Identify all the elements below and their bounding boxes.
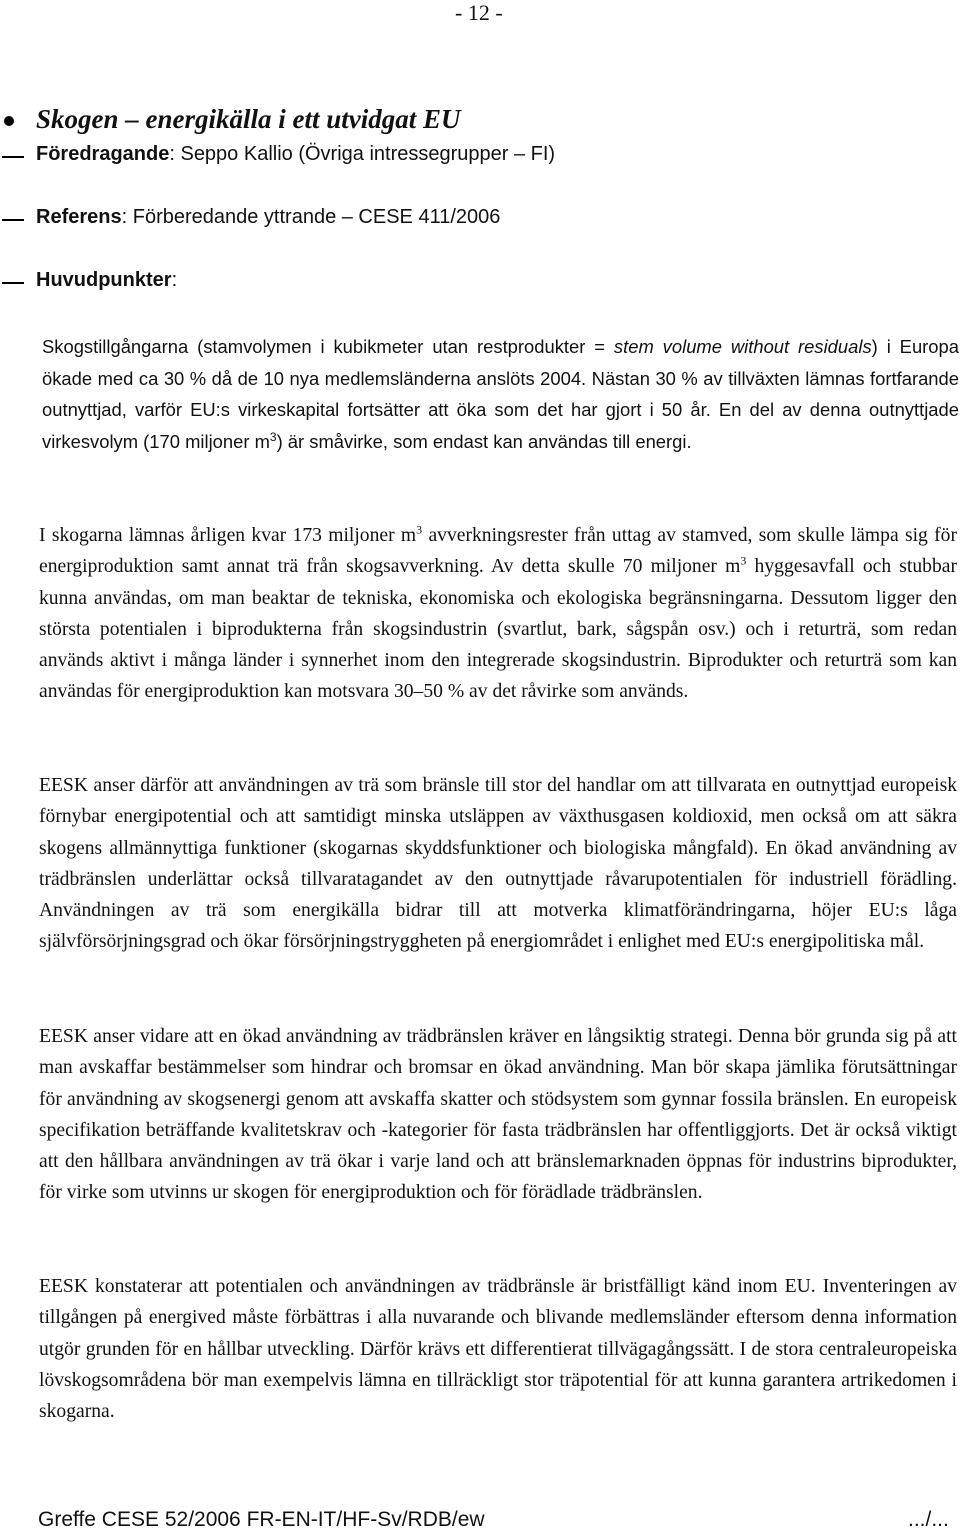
reference-value: : Förberedande yttrande – CESE 411/2006 — [121, 206, 501, 228]
main-points-label: Huvudpunkter — [36, 269, 172, 291]
paragraph-eesk-wood-fuel: EESK anser därför att användningen av trä som bränsle till stor del handlar om att tillvarata en outnyttjad europeisk förnybar energipotential och att samtidigt minska utsläppen av växthusgasen koldioxid, men också om att säkra skogens allmännyttiga funktioner (skogarnas skyddsfunktioner och biologiska mångfald). En ökad användning av trädbränslen underlättar också tillvaratagandet av den outnyttjade råvarupotentialen för industriell förädling. Användningen av trä som energikälla bidrar till att motverka klimatförändringarna, höjer EU:s låga självförsörjningsgrad och ökar försörjningstryggheten på energiområdet i enlighet med EU:s energipolitiska mål. — [39, 775, 957, 953]
footer-reference: Greffe CESE 52/2006 FR-EN-IT/HF-Sv/RDB/ew — [38, 1508, 485, 1531]
p2-text-a: I skogarna lämnas årligen kvar 173 miljoner m — [39, 525, 417, 546]
paragraph-eesk-inventory: EESK konstaterar att potentialen och användningen av trädbränsle är bristfälligt känd inom EU. Inventeringen av tillgången på energived måste förbättras i alla nuvarande och blivande medlemsländer eftersom denna information utgör grunden för en hållbar utveckling. Därför krävs ett differentierat tillvägagångssätt. I de stora centraleuropeiska lövskogsområdena bör man exempelvis lämna en tillräckligt stor träpotential för att kunna garantera artrikedomen i skogarna. — [39, 1276, 957, 1423]
section-title: Skogen – energikälla i ett utvidgat EU — [36, 104, 461, 134]
p2-superscript-1: 3 — [416, 522, 423, 537]
dash-icon — [2, 282, 24, 284]
paragraph-eesk-strategy: EESK anser vidare att en ökad användning av trädbränslen kräver en långsiktig strategi. Denna bör grunda sig på att man avskaffar bestämmelser som hindrar och bromsar en ökad användning. Man bör skapa jämlika förutsättningar för användning av skogsenergi genom att avskaffa skatter och stödsystem som gynnar fossila bränslen. En europeisk specifikation beträffande kvalitetskrav och -kategorier för fasta trädbränslen har offentliggjorts. Det är också viktigt att den hållbara användningen av trä ökar i varje land och att bränslemarknaden öppnas för industrins biprodukter, för virke som utvinns ur skogen för energiproduktion och för förädlade trädbränslen. — [39, 1026, 957, 1204]
dash-icon — [2, 156, 24, 158]
footer-continuation: .../... — [908, 1508, 949, 1531]
reference-label: Referens — [36, 206, 122, 228]
p1-text-c: ) är småvirke, som endast kan användas till energi. — [276, 430, 692, 452]
page-number: - 12 - — [455, 0, 503, 25]
main-points-value: : — [171, 269, 178, 291]
paragraph-harvest-residues — [39, 520, 957, 708]
p2-superscript-2: 3 — [740, 553, 747, 568]
paragraph-forest-resources — [42, 331, 959, 457]
reference-line — [36, 206, 500, 229]
p1-text-a: Skogstillgångarna (stamvolymen i kubikmeter utan restprodukter = — [42, 336, 614, 357]
p1-italic-term: stem volume without residuals — [613, 336, 872, 357]
main-points-line — [36, 269, 177, 292]
rapporteur-line — [36, 143, 555, 166]
p2-text-b: avverkningsrester från uttag av stamved, som skulle lämpa sig för energiproduktion samt annat trä från skogsavverkning. Av detta skulle 70 miljoner m — [39, 525, 957, 578]
p1-superscript: 3 — [269, 429, 277, 444]
rapporteur-value: : Seppo Kallio (Övriga intressegrupper – FI) — [169, 143, 556, 165]
dash-icon — [2, 219, 24, 221]
p2-text-c: hyggesavfall och stubbar kunna användas, om man beaktar de tekniska, ekonomiska och ekologiska begränsningarna. Dessutom ligger den största potentialen i biprodukterna från skogsindustrin (svartlut, bark, sågspån osv.) och i returträ, som redan används aktivt i många länder i synnerhet inom den integrerade skogsindustrin. Biprodukter och returträ som kan användas för energiproduktion kan motsvara 30–50 % av det råvirke som används. — [39, 556, 957, 703]
rapporteur-label: Föredragande — [36, 143, 170, 165]
p1-text-b: ) i Europa ökade med ca 30 % då de 10 nya medlemsländerna anslöts 2004. Nästan 30 % av tillväxten lämnas fortfarande outnyttjad, varför EU:s virkeskapital fortsätter att öka som det har gjort i 50 år. En del av denna outnyttjade virkesvolym (170 miljoner m — [42, 336, 959, 452]
bullet-icon — [4, 116, 14, 126]
